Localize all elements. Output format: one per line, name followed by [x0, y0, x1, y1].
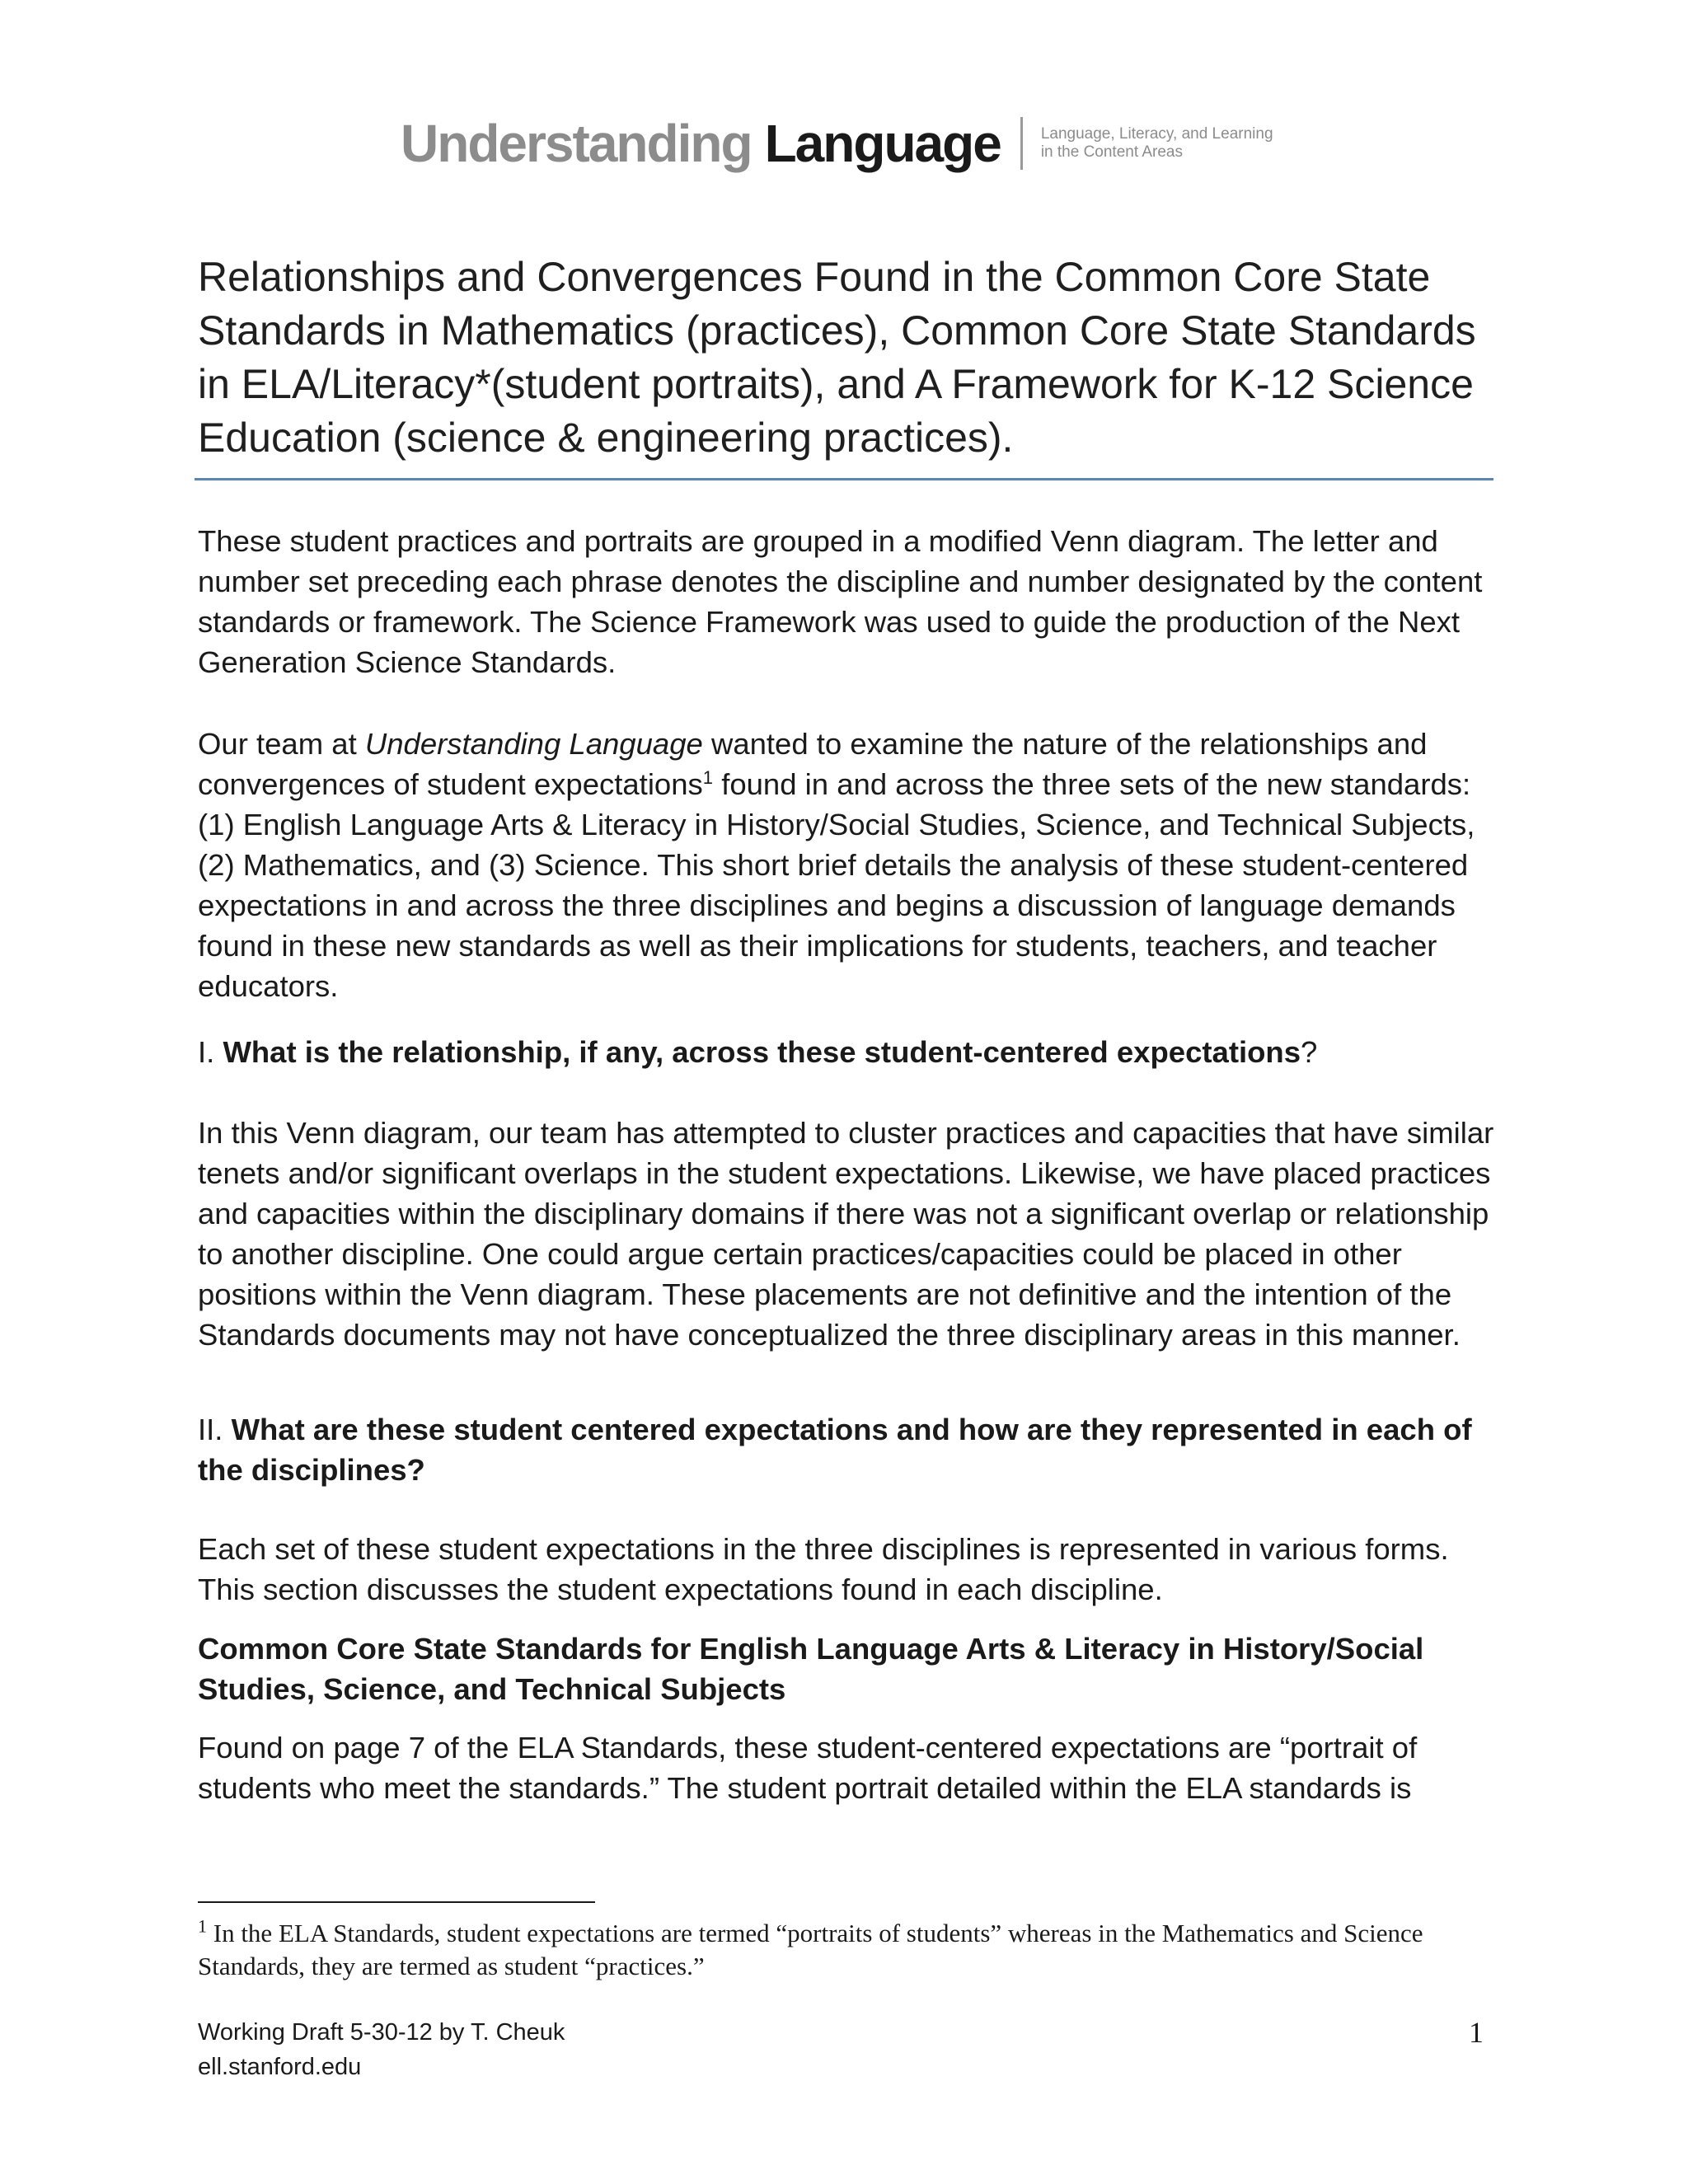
- title-divider: [195, 478, 1493, 480]
- section-heading-1-bold: What is the relationship, if any, across these student-centered expectations: [223, 1035, 1301, 1069]
- section-heading-2-bold: What are these student centered expectations and how are they represented in each of the disciplines?: [198, 1413, 1472, 1487]
- section-heading-2-prefix: II.: [198, 1413, 232, 1446]
- subsection-heading-ela: Common Core State Standards for English Language Arts & Literacy in History/Social Studies, Science, and Technical Subjects: [198, 1632, 1424, 1706]
- venn-paragraph: In this Venn diagram, our team has attempted to cluster practices and capacities that have similar tenets and/or significant overlaps in the student expectations. Likewise, we have placed practices and capacities within the disciplinary domains if there was not a significant overlap or relationship to another discipline. One could argue certain practices/capacities could be placed in other positions within the Venn diagram. These placements are not definitive and the intention of the Standards documents may not have conceptualized the three disciplinary areas in this manner.: [198, 1116, 1494, 1352]
- page-number: 1: [1469, 2016, 1484, 2049]
- team-paragraph: [198, 724, 1500, 1006]
- document-title: Relationships and Convergences Found in the Common Core State Standards in Mathematics (practices), Common Core State Standards in ELA/Literacy*(student portraits), and A Framework for K-12 Science Education (science & engineering practices).: [198, 254, 1476, 461]
- team-paragraph-mid: wanted to examine the nature of the relationships and convergences of student expectations: [198, 727, 1428, 801]
- footnote-text: In the ELA Standards, student expectations are termed “portraits of students” whereas in the Mathematics and Science Standards, they are termed as student “practices.”: [198, 1919, 1423, 1980]
- understanding-language-logo: [401, 114, 1273, 173]
- logo-tagline-line1: Language, Literacy, and Learning: [1040, 125, 1273, 143]
- footnote: [198, 1917, 1500, 1983]
- logo-word-understanding: Understanding: [401, 114, 752, 173]
- footnote-marker: 1: [198, 1915, 207, 1937]
- logo-separator: [1020, 117, 1023, 170]
- section-heading-1-suffix: ?: [1301, 1035, 1318, 1069]
- logo-word-language: Language: [764, 114, 1001, 173]
- section-heading-1: [198, 1032, 1500, 1072]
- intro-paragraph: These student practices and portraits are grouped in a modified Venn diagram. The letter and number set preceding each phrase denotes the discipline and number designated by the content standards or framework. The Science Framework was used to guide the production of the Next Generation Science Standards.: [198, 524, 1483, 679]
- logo-tagline-line2: in the Content Areas: [1040, 143, 1183, 161]
- page-footer: [198, 2015, 565, 2084]
- footnote-divider: [198, 1901, 595, 1903]
- footer-draft-line: Working Draft 5-30-12 by T. Cheuk: [198, 2019, 565, 2046]
- section-heading-2: [198, 1409, 1500, 1490]
- team-paragraph-post: found in and across the three sets of the new standards: (1) English Language Arts & Literacy in History/Social Studies, Science, and Technical Subjects, (2) Mathematics, and (3) Science. This short brief details the analysis of these student-centered expectations in and across the three disciplines and begins a discussion of language demands found in these new standards as well as their implications for students, teachers, and teacher educators.: [198, 767, 1475, 1003]
- expectations-paragraph: Each set of these student expectations in the three disciplines is represented in various forms. This section discusses the student expectations found in each discipline.: [198, 1532, 1449, 1606]
- logo-tagline: [1041, 125, 1273, 162]
- ela-paragraph: Found on page 7 of the ELA Standards, these student-centered expectations are “portrait of students who meet the standards.” The student portrait detailed within the ELA standards is: [198, 1731, 1418, 1805]
- team-paragraph-italic: Understanding Language: [364, 727, 703, 761]
- team-paragraph-pre: Our team at: [198, 727, 365, 761]
- section-heading-1-prefix: I.: [198, 1035, 223, 1069]
- footnote-reference[interactable]: 1: [702, 766, 714, 788]
- footer-url[interactable]: ell.stanford.edu: [198, 2054, 362, 2080]
